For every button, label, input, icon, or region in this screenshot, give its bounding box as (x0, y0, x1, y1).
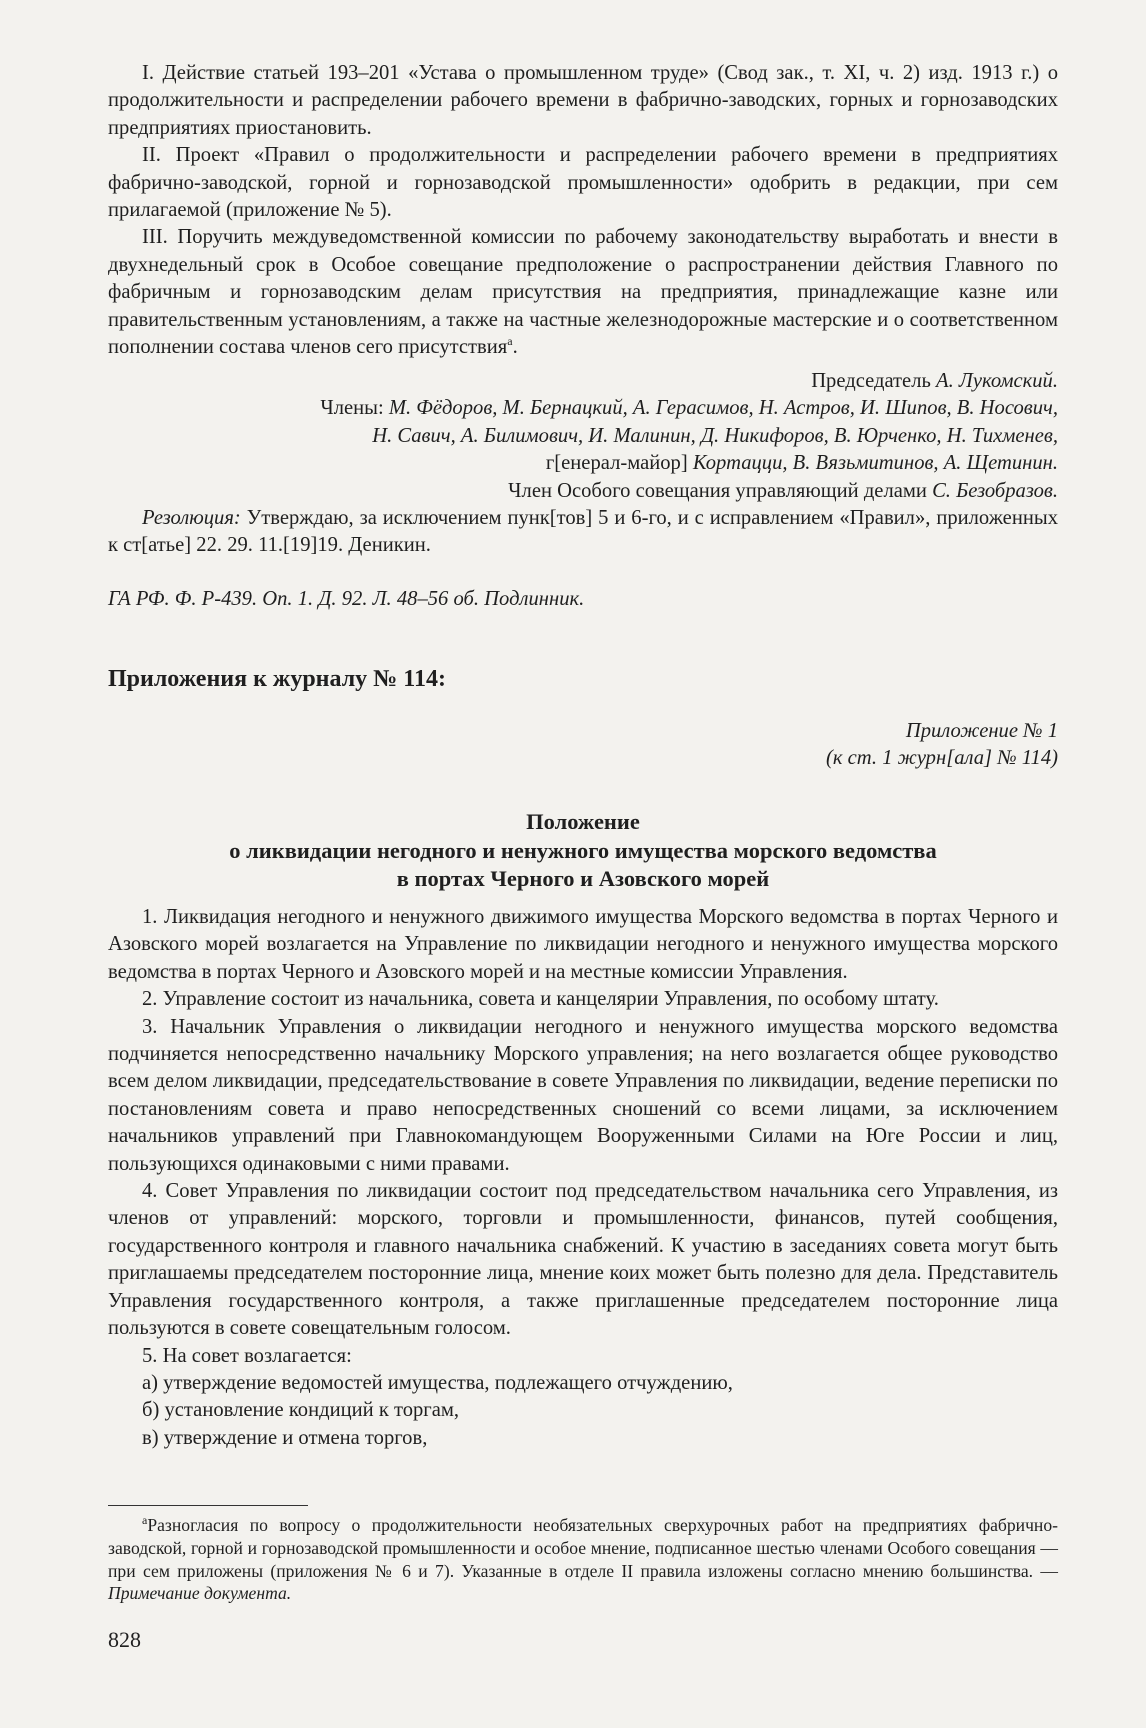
list-item-a: а) утверждение ведомостей имущества, подлежащего отчуждению, (142, 1371, 733, 1394)
footnote-mark: а (142, 1513, 148, 1527)
section-2: 2. Управление состоит из начальника, совета и канцелярии Управления, по особому штату. (142, 988, 939, 1011)
document-title-line-2: о ликвидации негодного и ненужного имущества морского ведомства (229, 837, 937, 863)
footnote-block (108, 1505, 1058, 1605)
paragraph-1: I. Действие статьей 193–201 «Устава о промышленном труде» (Свод зак., т. XI, ч. 2) изд. 1913 г.) о продолжительности и распределении рабочего времени в фабрично-заводских, горных и горнозаводских предприятиях приостановить. (108, 62, 1058, 139)
resolution: Резолюция: Утверждаю, за исключением пунк[тов] 5 и 6-го, и с исправлением «Правил», приложенных к ст[атье] 22. 29. 11.[19]19. Деникин. (108, 507, 1058, 557)
list-item-c: в) утверждение и отмена торгов, (142, 1426, 428, 1449)
paragraph-3-text: III. Поручить междуведомственной комиссии по рабочему законодательству выработать и внести в двухнедельный срок в Особое совещание предположение о распространении действия Главного по фабричным и горнозаводским делам присутствия на предприятия, принадлежащие казне или правительственным установлениям, а также на частные железнодорожные мастерские и о соответственном пополнении состава членов сего присутствия (108, 226, 1058, 359)
paragraph-3: III. Поручить междуведомственной комиссии по рабочему законодательству выработать и внести в двухнедельный срок в Особое совещание предположение о распространении действия Главного по фабричным и горнозаводским делам присутствия на предприятия, принадлежащие казне или правительственным установлениям, а также на частные железнодорожные мастерские и о соответственном пополнении состава членов сего присутствия$^а$. (108, 226, 1058, 359)
footnote-text: Разногласия по вопросу о продолжительности необязательных сверхурочных работ на предприятиях фабрично-заводской, горной и горнозаводской промышленности и особое мнение, подписанное шестью членами Особого совещания — при сем приложены (приложения № 6 и 7). Указанные в отделе II правила изложены согласно мнению большинства. — (108, 1515, 1058, 1581)
members-line-2: Н. Савич, А. Билимович, И. Малинин, Д. Никифоров, В. Юрченко, Н. Тихменев, (372, 424, 1058, 447)
page-number: 828 (108, 1627, 141, 1652)
regulation-sections (108, 904, 1058, 1452)
section-1: 1. Ликвидация негодного и ненужного движимого имущества Морского ведомства в портах Черного и Азовского морей возлагается на Управление по ликвидации негодного и ненужного имущества морского ведомства в портах Черного и Азовского морей и на местные комиссии Управления. (108, 906, 1058, 983)
appendix-heading: Приложения к журналу № 114: (108, 666, 446, 692)
manager-line: Член Особого совещания управляющий делами С. Безобразов. (508, 479, 1058, 502)
document-title (108, 808, 1058, 894)
appendix-label-line-1: Приложение № 1 (905, 720, 1058, 742)
footnote-ref: а (507, 334, 513, 349)
page-footer (108, 1626, 1058, 1653)
footnote-divider (108, 1505, 308, 1506)
archive-reference: ГА РФ. Ф. Р-439. Оп. 1. Д. 92. Л. 48–56 об. Подлинник. (108, 588, 585, 610)
appendix-heading-block (108, 664, 1058, 694)
appendix-label-line-2: (к ст. 1 журн[ала] № 114) (826, 747, 1058, 770)
footnote (108, 1514, 1058, 1605)
journal-resolutions (108, 60, 1058, 361)
chairman-line: Председатель А. Лукомский. (811, 370, 1058, 392)
footnote-note: Примечание документа. (108, 1583, 292, 1604)
paragraph-2: II. Проект «Правил о продолжительности и распределении рабочего времени в предприятиях фабрично-заводской, горной и горнозаводской промышленности» одобрить в редакции, при сем прилагаемой (приложение № 5). (108, 144, 1058, 222)
signatures (108, 368, 1058, 560)
document-title-line-1: Положение (526, 809, 640, 834)
members-line-1: Члены: М. Фёдоров, М. Бернацкий, А. Герасимов, Н. Астров, И. Шипов, В. Носович, (320, 397, 1058, 420)
list-item-b: б) установление кондиций к торгам, (142, 1399, 460, 1422)
section-5: 5. На совет возлагается: (142, 1344, 352, 1367)
section-3: 3. Начальник Управления о ликвидации негодного и ненужного имущества морского ведомства подчиняется непосредственно начальнику Морского управления; на него возлагается общее руководство всем делом ликвидации, председательствование в совете Управления по ликвидации, ведение переписки по постановлениям совета и право непосредственных сношений со всеми лицами, за исключением начальников управлений при Главнокомандующем Вооруженными Силами на Юге России и лиц, пользующихся одинаковыми с ними правами. (108, 1015, 1058, 1175)
archive-reference-block (108, 586, 1058, 613)
appendix-label (108, 718, 1058, 773)
document-title-line-3: в портах Черного и Азовского морей (396, 866, 770, 891)
members-line-3: г[енерал-майор] Кортацци, В. Вязьмитинов, А. Щетинин. (545, 452, 1058, 475)
section-4: 4. Совет Управления по ликвидации состоит под председательством начальника сего Управления, из членов от управлений: морского, торговли и промышленности, финансов, путей сообщения, государственного контроля и главного начальника снабжений. К участию в заседаниях совета могут быть приглашаемы председателем посторонние лица, мнение коих может быть полезно для дела. Представитель Управления государственного контроля, а также приглашенные председателем посторонние лица пользуются в совете совещательным голосом. (108, 1180, 1058, 1340)
